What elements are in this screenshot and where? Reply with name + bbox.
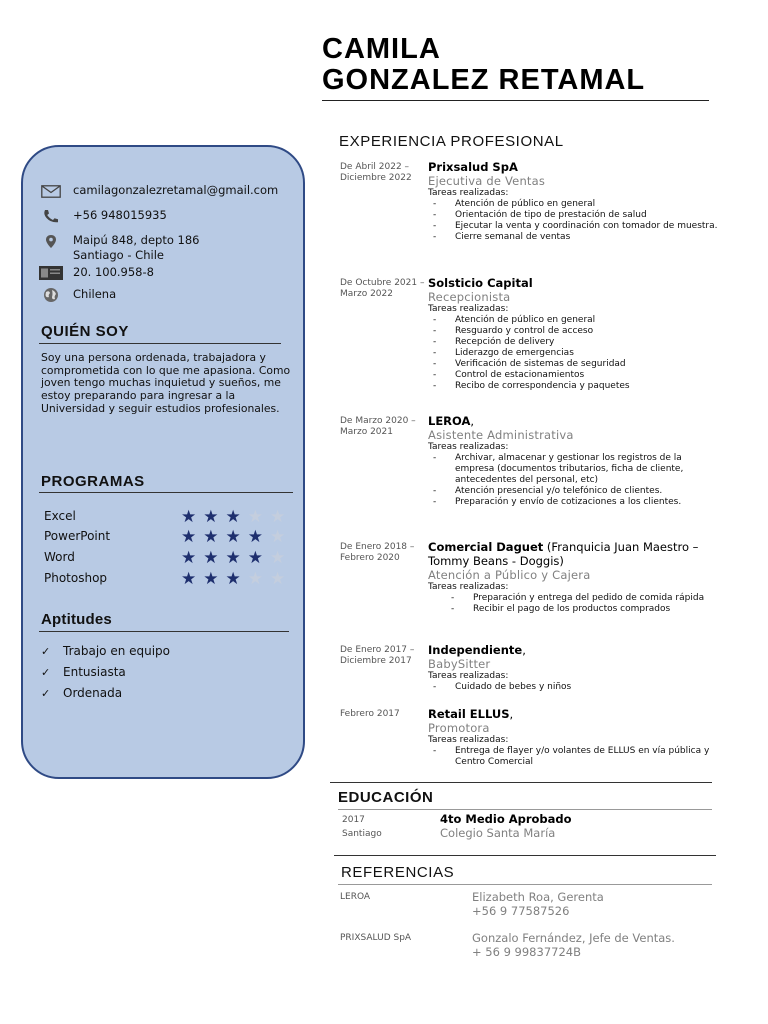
reference-phone: + 56 9 99837724B [472, 945, 581, 959]
aptitude-label: Entusiasta [63, 665, 126, 679]
company-name: Independiente [428, 643, 523, 657]
name-divider [322, 100, 709, 101]
job-role: Promotora [428, 721, 490, 735]
company-extra: , [509, 707, 514, 721]
job-company [428, 707, 720, 721]
company-name: Comercial Daguet [428, 540, 544, 554]
star-filled-icon: ★ [181, 548, 204, 568]
experience-heading: EXPERIENCIA PROFESIONAL [339, 133, 564, 150]
job-date: De Abril 2022 – Diciembre 2022 [340, 162, 412, 183]
program-row [44, 507, 294, 527]
star-filled-icon: ★ [203, 569, 226, 589]
location-pin-icon [39, 233, 63, 249]
star-empty-icon: ★ [270, 569, 293, 589]
star-filled-icon: ★ [225, 527, 248, 547]
company-extra: , [522, 643, 526, 657]
task-item: - Cuidado de bebes y niños [428, 682, 720, 693]
programs-divider [39, 492, 293, 493]
tasks-label: Tareas realizadas: [428, 671, 509, 681]
star-filled-icon: ★ [203, 527, 226, 547]
aptitudes-heading: Aptitudes [41, 611, 112, 628]
job-role: Ejecutiva de Ventas [428, 174, 546, 188]
job-company [428, 276, 720, 290]
task-list [428, 593, 720, 615]
company-name: LEROA [428, 414, 471, 428]
aptitudes-divider [39, 631, 289, 632]
task-list [428, 315, 720, 392]
task-item: - Archivar, almacenar y gestionar los registros de la empresa (documentos tributarios, ficha de cliente, antecedentes del personal, etc) [428, 453, 720, 486]
tasks-label: Tareas realizadas: [428, 188, 509, 198]
job-company [428, 414, 720, 428]
contact-email [39, 183, 278, 199]
star-filled-icon: ★ [181, 527, 204, 547]
rating-stars [181, 569, 292, 589]
program-name: PowerPoint [44, 529, 111, 543]
program-name: Photoshop [44, 571, 108, 585]
education-degree: 4to Medio Aprobado [440, 812, 572, 826]
aptitude-label: Trabajo en equipo [63, 644, 171, 658]
job-role: Recepcionista [428, 290, 511, 304]
reference-company: LEROA [340, 892, 371, 902]
education-city: Santiago [342, 829, 382, 839]
checkmark-icon: ✓ [41, 666, 51, 679]
program-name: Excel [44, 509, 76, 523]
phone-text: +56 948015935 [73, 208, 167, 222]
rating-stars [181, 507, 292, 527]
job-date: De Enero 2017 – Diciembre 2017 [340, 645, 415, 666]
aptitude-label: Ordenada [63, 686, 123, 700]
task-item: - Verificación de sistemas de seguridad [428, 359, 720, 370]
references-heading: REFERENCIAS [341, 864, 455, 881]
star-filled-icon: ★ [247, 527, 270, 547]
globe-icon [39, 287, 63, 303]
job-role: BabySitter [428, 657, 491, 671]
job-company [428, 160, 720, 174]
task-item: - Control de estacionamientos [428, 370, 720, 381]
task-item: - Atención de público en general [428, 315, 720, 326]
star-empty-icon: ★ [247, 507, 270, 527]
task-item: - Atención presencial y/o telefónico de clientes. [428, 486, 720, 497]
about-text: Soy una persona ordenada, trabajadora y comprometida con lo que me apasiona. Como joven tengo muchas inquietud y sueños, me estoy preparando para ingresar a la Universidad y seguir estudios profesionales. [41, 351, 291, 415]
job-details [428, 160, 720, 243]
id-card-icon [39, 265, 63, 281]
program-row [44, 569, 294, 589]
tasks-label: Tareas realizadas: [428, 304, 509, 314]
company-name: Solsticio Capital [428, 276, 533, 290]
applicant-name [322, 34, 645, 96]
star-filled-icon: ★ [181, 569, 204, 589]
phone-icon [39, 208, 63, 224]
tasks-label: Tareas realizadas: [428, 582, 509, 592]
job-date: Febrero 2017 [340, 709, 400, 719]
tasks-label: Tareas realizadas: [428, 442, 509, 452]
company-extra: (Franquicia Juan Maestro – Tommy Beans - Doggis) [428, 540, 699, 568]
task-item: - Resguardo y control de acceso [428, 326, 720, 337]
job-details [428, 643, 720, 693]
task-item: - Orientación de tipo de prestación de salud [428, 210, 720, 221]
reference-contact [472, 890, 604, 918]
star-empty-icon: ★ [270, 507, 293, 527]
task-list [428, 746, 720, 768]
contact-nationality [39, 287, 116, 303]
task-item: - Preparación y envío de cotizaciones a los clientes. [428, 497, 720, 508]
star-filled-icon: ★ [225, 507, 248, 527]
job-details [428, 414, 720, 508]
task-item: - Preparación y entrega del pedido de comida rápida [446, 593, 720, 604]
sidebar-panel [21, 145, 305, 779]
about-divider [39, 343, 281, 344]
about-heading: QUIÉN SOY [41, 323, 129, 340]
task-list [428, 682, 720, 693]
job-date: De Marzo 2020 – Marzo 2021 [340, 416, 416, 437]
education-school: Colegio Santa María [440, 826, 556, 840]
company-name: Retail ELLUS [428, 707, 510, 721]
star-filled-icon: ★ [203, 548, 226, 568]
education-heading: EDUCACIÓN [338, 789, 434, 806]
task-item: - Recibo de correspondencia y paquetes [428, 381, 720, 392]
contact-phone [39, 208, 167, 224]
job-company [428, 540, 720, 568]
references-underline [338, 884, 712, 885]
job-details [428, 276, 720, 392]
company-name: Prixsalud SpA [428, 160, 518, 174]
envelope-icon [39, 183, 63, 199]
experience-divider [330, 782, 712, 783]
tasks-label: Tareas realizadas: [428, 735, 509, 745]
aptitude-item [41, 665, 126, 679]
job-company [428, 643, 720, 657]
star-empty-icon: ★ [270, 548, 293, 568]
checkmark-icon: ✓ [41, 645, 51, 658]
contact-address [39, 233, 200, 263]
programs-heading: PROGRAMAS [41, 473, 145, 490]
star-filled-icon: ★ [225, 548, 248, 568]
reference-name: Elizabeth Roa, Gerenta [472, 890, 604, 904]
reference-company: PRIXSALUD SpA [340, 933, 412, 943]
star-empty-icon: ★ [247, 569, 270, 589]
rut-text: 20. 100.958-8 [73, 265, 154, 279]
company-extra: , [470, 414, 475, 428]
task-item: - Recibir el pago de los productos comprados [446, 604, 720, 615]
aptitude-item [41, 644, 170, 658]
reference-phone: +56 9 77587526 [472, 904, 570, 918]
task-item: - Atención de público en general [428, 199, 720, 210]
task-list [428, 453, 720, 508]
contact-rut [39, 265, 154, 281]
aptitude-item [41, 686, 122, 700]
task-item: - Cierre semanal de ventas [428, 232, 720, 243]
rating-stars [181, 527, 292, 547]
name-line-2: GONZALEZ RETAMAL [322, 64, 646, 96]
program-row [44, 527, 294, 547]
reference-name: Gonzalo Fernández, Jefe de Ventas. [472, 931, 675, 945]
task-item: - Liderazgo de emergencias [428, 348, 720, 359]
job-date: De Octubre 2021 – Marzo 2022 [340, 278, 425, 299]
job-details [428, 540, 720, 615]
job-details [428, 707, 720, 768]
job-role: Asistente Administrativa [428, 428, 574, 442]
email-text[interactable]: camilagonzalezretamal@gmail.com [73, 183, 279, 197]
task-list [428, 199, 720, 243]
address-line-2: Santiago - Chile [73, 248, 164, 262]
program-row [44, 548, 294, 568]
star-filled-icon: ★ [225, 569, 248, 589]
star-empty-icon: ★ [270, 527, 293, 547]
task-item: - Entrega de flayer y/o volantes de ELLUS en vía pública y Centro Comercial [428, 746, 720, 768]
task-item: - Recepción de delivery [428, 337, 720, 348]
nationality-text: Chilena [73, 287, 117, 301]
star-filled-icon: ★ [181, 507, 204, 527]
rating-stars [181, 548, 292, 568]
address-line-1: Maipú 848, depto 186 [73, 233, 200, 247]
education-divider [334, 855, 716, 856]
job-role: Atención a Público y Cajera [428, 568, 591, 582]
star-filled-icon: ★ [247, 548, 270, 568]
checkmark-icon: ✓ [41, 687, 51, 700]
star-filled-icon: ★ [203, 507, 226, 527]
job-date: De Enero 2018 – Febrero 2020 [340, 542, 415, 563]
task-item: - Ejecutar la venta y coordinación con tomador de muestra. [428, 221, 720, 232]
education-underline [338, 809, 712, 810]
reference-contact [472, 931, 675, 959]
education-year: 2017 [342, 815, 365, 825]
program-name: Word [44, 550, 75, 564]
name-line-1: CAMILA [322, 33, 441, 65]
